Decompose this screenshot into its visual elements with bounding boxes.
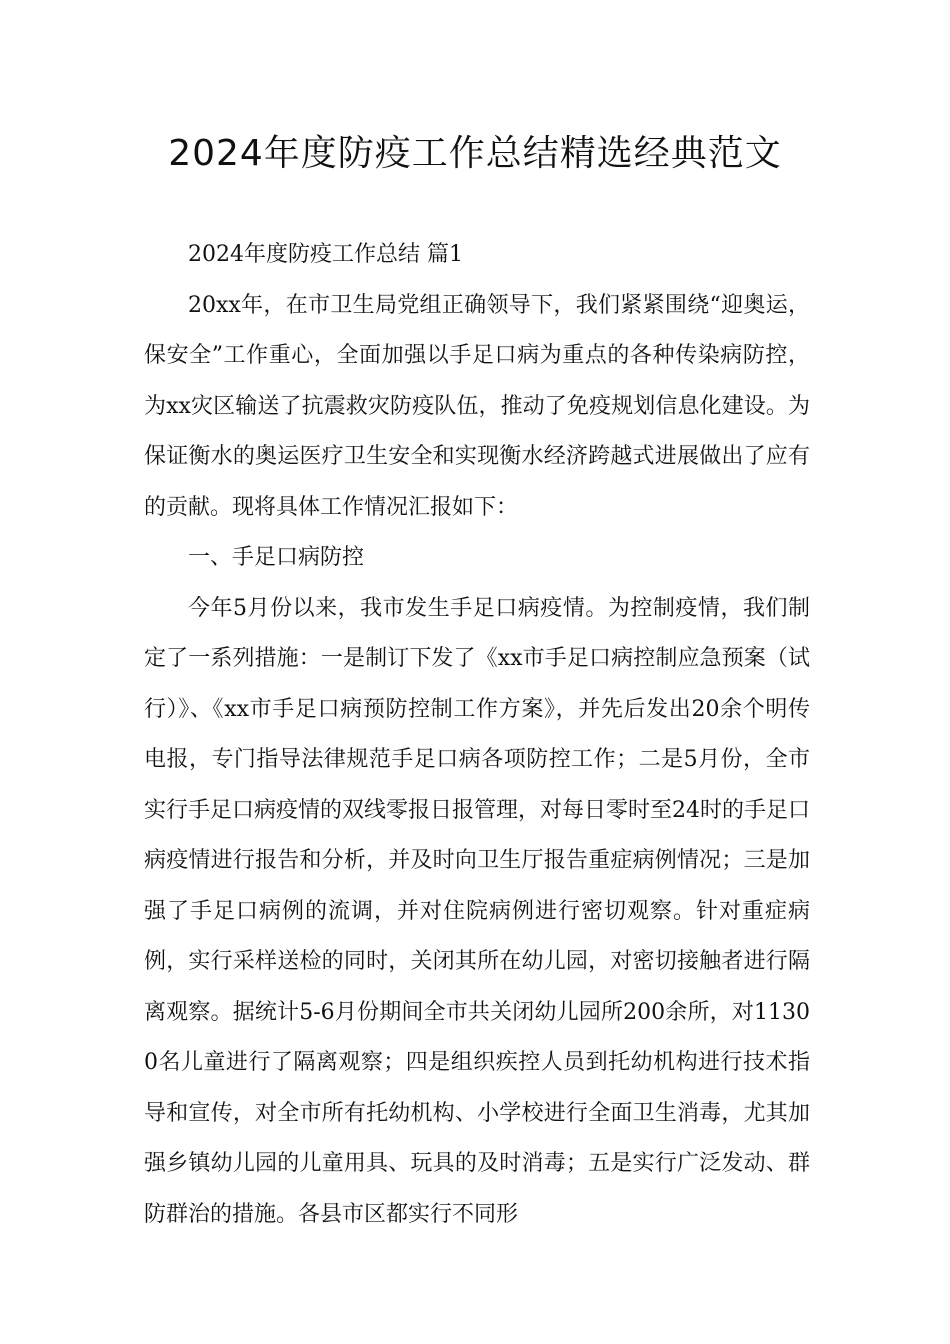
section-heading: 2024年度防疫工作总结 篇1 <box>188 242 463 267</box>
body-paragraph: 今年5月份以来，我市发生手足口病疫情。为控制疫情，我们制定了一系列措施：一是制订下发了《xx市手足口病控制应急预案（试行）》、《xx市手足口病预防控制工作方案》，并先后发出20余个明传电报，专门指导法律规范手足口病各项防控工作；二是5月份，全市实行手足口病疫情的双线零报日报管理，对每日零时至24时的手足口病疫情进行报告和分析，并及时向卫生厅报告重症病例情况；三是加强了手足口病例的流调，并对住院病例进行密切观察。针对重症病例，实行采样送检的同时，关闭其所在幼儿园，对密切接触者进行隔离观察。据统计5-6月份期间全市共关闭幼儿园所200余所，对11300名儿童进行了隔离观察；四是组织疾控人员到托幼机构进行技术指导和宣传，对全市所有托幼机构、小学校进行全面卫生消毒，尤其加强乡镇幼儿园的儿童用具、玩具的及时消毒；五是实行广泛发动、群防群治的措施。各县市区都实行不同形 <box>144 595 810 1227</box>
document-title: 2024年度防疫工作总结精选经典范文 <box>168 133 782 174</box>
body-paragraph: 20xx年，在市卫生局党组正确领导下，我们紧紧围绕“迎奥运，保安全”工作重心，全面加强以手足口病为重点的各种传染病防控，为xx灾区输送了抗震救灾防疫队伍，推动了免疫规划信息化建设。为保证衡水的奥运医疗卫生安全和实现衡水经济跨越式进展做出了应有的贡献。现将具体工作情况汇报如下： <box>144 292 810 520</box>
section-heading: 一、手足口病防控 <box>188 545 365 570</box>
document-body <box>144 230 810 1240</box>
